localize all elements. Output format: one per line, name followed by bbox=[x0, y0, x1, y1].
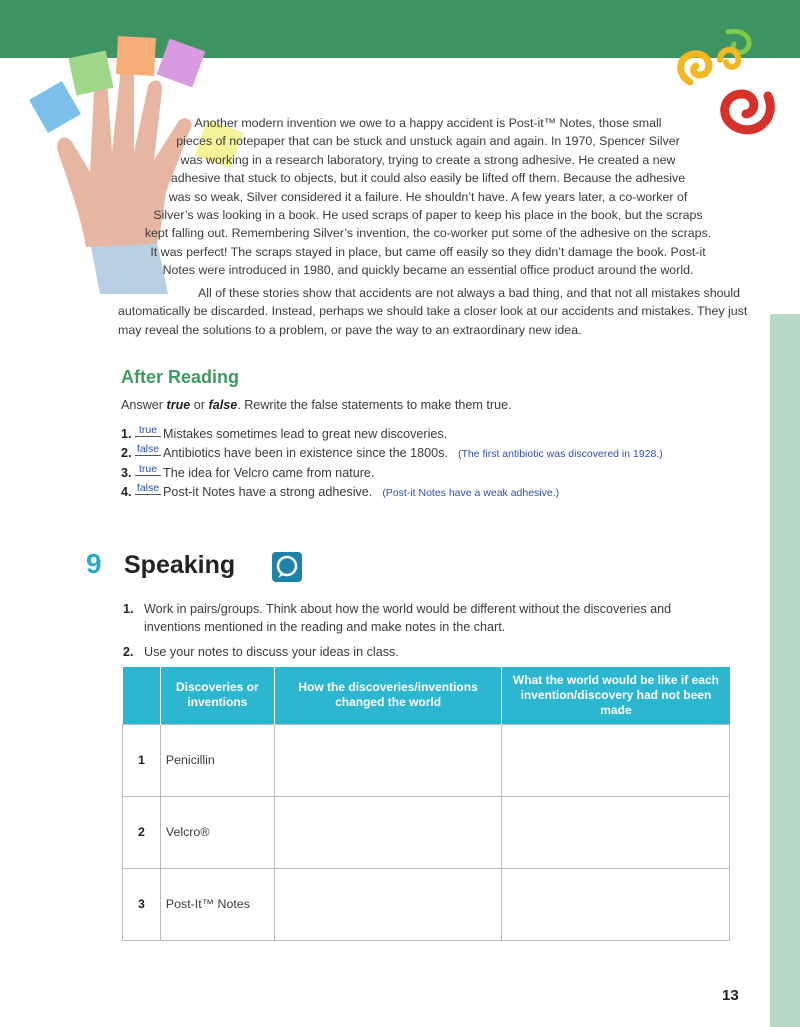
correction-note: (Post-it Notes have a weak adhesive.) bbox=[382, 487, 560, 499]
section-number: 9 bbox=[86, 548, 102, 579]
row-number: 2 bbox=[123, 796, 161, 868]
notes-cell-changed[interactable] bbox=[274, 724, 502, 796]
reading-line: was working in a research laboratory, trying to create a strong adhesive. He created a new bbox=[180, 152, 676, 167]
notes-cell-changed[interactable] bbox=[274, 796, 502, 868]
notes-cell-without[interactable] bbox=[502, 724, 730, 796]
notes-cell-changed[interactable] bbox=[274, 868, 502, 940]
table-header-row bbox=[123, 667, 730, 724]
statement-text: Post-it Notes have a strong adhesive. bbox=[163, 485, 373, 499]
statement-text: The idea for Velcro came from nature. bbox=[163, 465, 375, 480]
after-reading-title: After Reading bbox=[121, 367, 240, 387]
list-item bbox=[121, 460, 741, 480]
green-note bbox=[68, 50, 113, 95]
invention-name: Penicillin bbox=[160, 724, 274, 796]
step-number: 1. bbox=[123, 602, 134, 616]
instr-text: or bbox=[190, 398, 209, 412]
column-header: What the world would be like if each invention/discovery had not been made bbox=[502, 667, 730, 724]
side-tab bbox=[770, 314, 800, 1027]
answer-blank[interactable]: true bbox=[135, 424, 161, 437]
instr-true: true bbox=[166, 398, 191, 412]
column-header: Discoveries or inventions bbox=[160, 667, 274, 724]
list-item bbox=[123, 643, 723, 661]
table-row bbox=[123, 796, 730, 868]
correction-note: (The first antibiotic was discovered in 1928.) bbox=[457, 448, 663, 460]
page-number: 13 bbox=[722, 987, 739, 1004]
table-row bbox=[123, 868, 730, 940]
list-item bbox=[123, 600, 723, 636]
true-false-list bbox=[121, 421, 741, 499]
reading-line: Notes were introduced in 1980, and quickly became an essential office product around the world. bbox=[162, 263, 694, 278]
reading-paragraph-1 bbox=[118, 114, 738, 280]
notes-cell-without[interactable] bbox=[502, 796, 730, 868]
list-item bbox=[121, 441, 741, 461]
after-reading-instructions bbox=[121, 398, 512, 412]
reading-paragraph-2 bbox=[118, 284, 748, 339]
table-row bbox=[123, 724, 730, 796]
orange-note bbox=[116, 36, 156, 76]
step-text: Work in pairs/groups. Think about how the world would be different without the discoveries and inventions mentioned in the reading and make notes in the chart. bbox=[144, 602, 672, 634]
step-number: 2. bbox=[123, 645, 134, 659]
list-item bbox=[121, 480, 741, 500]
speech-bubble-icon bbox=[272, 552, 302, 582]
answer-blank[interactable]: false bbox=[136, 443, 160, 455]
row-number: 3 bbox=[123, 868, 161, 940]
answer-blank[interactable]: false bbox=[136, 482, 160, 494]
instr-false: false bbox=[208, 398, 238, 412]
reading-line: kept falling out. Remembering Silver’s invention, the co-worker put some of the adhesive on the scraps. bbox=[144, 226, 712, 241]
purple-note bbox=[157, 39, 206, 88]
column-header: How the discoveries/inventions changed the world bbox=[274, 667, 502, 724]
item-number: 2. bbox=[121, 446, 132, 460]
reading-line: pieces of notepaper that can be stuck and unstuck again and again. In 1970, Spencer Silver bbox=[176, 134, 680, 149]
section-title: Speaking bbox=[124, 551, 236, 579]
instr-text: Answer bbox=[121, 398, 167, 412]
reading-line: was so weak, Silver considered it a failure. He shouldn’t have. A few years later, a co-worker of bbox=[168, 189, 688, 204]
reading-line: Another modern invention we owe to a happy accident is Post-it™ Notes, those small bbox=[194, 116, 662, 130]
notes-chart bbox=[122, 667, 730, 941]
instr-text: . Rewrite the false statements to make them true. bbox=[237, 398, 512, 412]
notes-cell-without[interactable] bbox=[502, 868, 730, 940]
invention-name: Velcro® bbox=[160, 796, 274, 868]
column-header bbox=[123, 667, 161, 724]
list-item bbox=[121, 421, 741, 441]
blue-note bbox=[29, 81, 81, 133]
statement-text: Antibiotics have been in existence since the 1800s. bbox=[163, 446, 448, 460]
answer-blank[interactable]: true bbox=[135, 463, 161, 476]
item-number: 1. bbox=[121, 426, 132, 441]
reading-line: Silver’s was looking in a book. He used scraps of paper to keep his place in the book, but the scraps bbox=[153, 208, 703, 223]
step-text: Use your notes to discuss your ideas in class. bbox=[144, 645, 399, 659]
reading-line: adhesive that stuck to objects, but it could also easily be lifted off them. Because the adhesive bbox=[170, 171, 686, 186]
item-number: 3. bbox=[121, 465, 132, 480]
invention-name: Post-It™ Notes bbox=[160, 868, 274, 940]
item-number: 4. bbox=[121, 485, 132, 499]
statement-text: Mistakes sometimes lead to great new discoveries. bbox=[163, 426, 448, 441]
row-number: 1 bbox=[123, 724, 161, 796]
speaking-steps bbox=[123, 600, 723, 668]
reading-paragraph-2-text: All of these stories show that accidents are not always a bad thing, and that not all mistakes should automatically be discarded. Instead, perhaps we should take a closer look at our accidents and mistakes. They just may reveal the solutions to a problem, or pave the way to an extraordinary new idea. bbox=[118, 286, 748, 337]
reading-line: It was perfect! The scraps stayed in place, but came off easily so they didn’t damage the book. Post-it bbox=[150, 244, 706, 259]
